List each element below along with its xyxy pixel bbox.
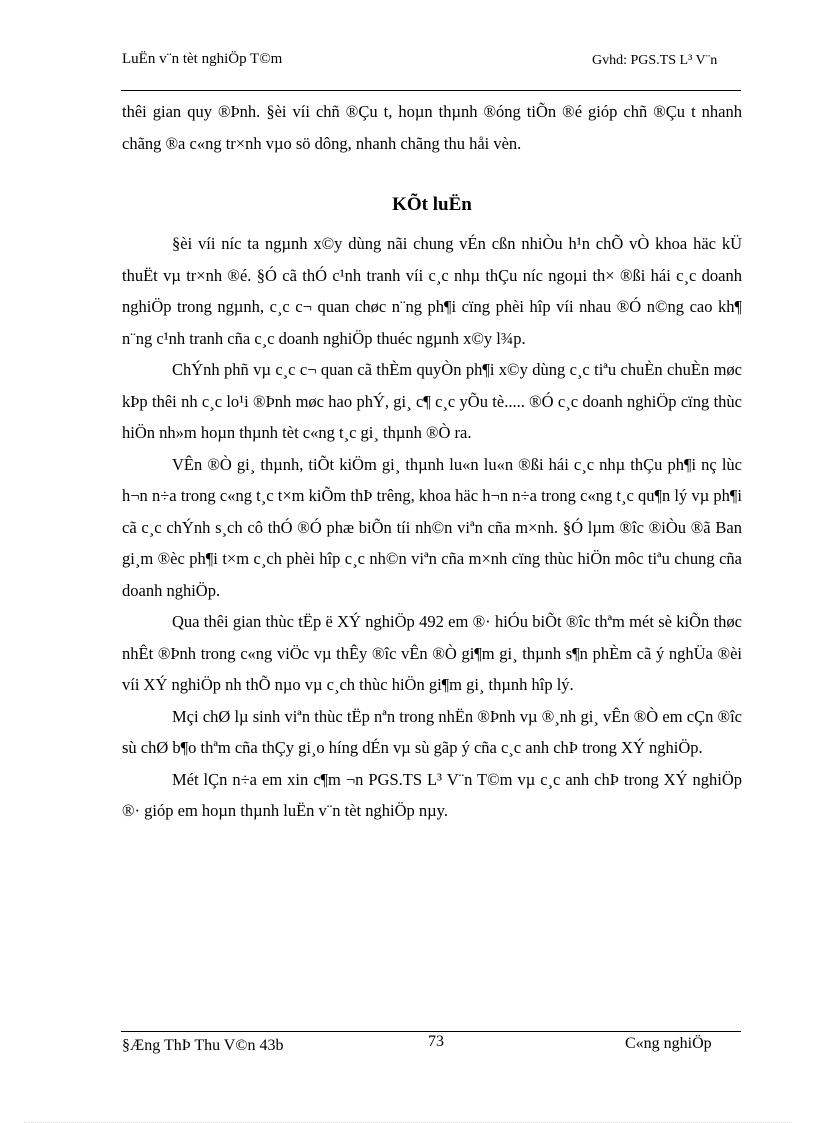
paragraph-4: Qua thêi gian thùc tËp ë XÝ nghiÖp 492 em ®· hiÓu biÕt ®îc thªm mét sè kiÕn thøc nhÊt ®Þnh trong c«ng viÖc vµ thÊy ®îc vÊn ®Ò gi¶m gi¸ thµnh s¶n phÈm cã ý nghÜa ®èi víi XÝ nghiÖp nh thÕ nµo vµ c¸ch thùc hiÖn gi¶m gi¸ thµnh hîp lý. [122, 612, 742, 694]
header-advisor: Gvhd: PGS.TS L³ V¨n [592, 53, 718, 68]
footer-author: §Æng ThÞ Thu V©n 43b [122, 1037, 284, 1054]
header-rule [121, 90, 741, 91]
paragraph-1: §èi víi níc ta ngµnh x©y dùng nãi chung vÉn cßn nhiÒu h¹n chÕ vÒ khoa häc kÜ thuËt vµ tr×nh ®é. §Ó cã thÓ c¹nh tranh víi c¸c nhµ thÇu níc ngoµi th× ®ßi hái c¸c doanh nghiÖp trong ngµnh, c¸c c¬ quan chøc n¨ng ph¶i cïng phèi hîp víi nhau ®Ó n©ng cao kh¶ n¨ng c¹nh tranh cña c¸c doanh nghiÖp thuéc ngµnh x©y l¾p. [122, 234, 742, 348]
paragraph-2: ChÝnh phñ vµ c¸c c¬ quan cã thÈm quyÒn ph¶i x©y dùng c¸c tiªu chuÈn chuÈn møc kÞp thêi nh c¸c lo¹i ®Þnh møc hao phÝ, gi¸ c¶ c¸c yÕu tè..... ®Ó c¸c doanh nghiÖp cïng thùc hiÖn nh»m hoµn thµnh tèt c«ng t¸c gi¸ thµnh ®Ò ra. [122, 360, 742, 442]
section-heading-conclusion: KÕt luËn [392, 194, 472, 215]
page-number: 73 [428, 1033, 444, 1050]
header-thesis-title: LuËn v¨n tèt nghiÖp T©m [122, 51, 283, 67]
paragraph-5: Mçi chØ lµ sinh viªn thùc tËp nªn trong nhËn ®Þnh vµ ®¸nh gi¸ vÊn ®Ò em cÇn ®îc sù chØ b¶o thªm cña thÇy gi¸o híng dÉn vµ sù gãp ý cña c¸c anh chÞ trong XÝ nghiÖp. [122, 706, 742, 757]
footer-department: C«ng nghiÖp [625, 1035, 712, 1052]
continued-text [122, 96, 742, 159]
paragraph-continued: thêi gian quy ®Þnh. §èi víi chñ ®Çu t, hoµn thµnh ®óng tiÕn ®é gióp chñ ®Çu t nhanh chãng ®a c«ng tr×nh vµo sö dông, nhanh chãng thu håi vèn. [122, 102, 742, 153]
footer-rule [121, 1031, 741, 1032]
conclusion-body [122, 228, 742, 827]
paragraph-3: VÊn ®Ò gi¸ thµnh, tiÕt kiÖm gi¸ thµnh lu«n lu«n ®ßi hái c¸c nhµ thÇu ph¶i nç lùc h¬n n÷a trong c«ng t¸c t×m kiÕm thÞ trêng, khoa häc h¬n n÷a trong c«ng t¸c qu¶n lý vµ ph¶i cã c¸c chÝnh s¸ch cô thÓ ®Ó phæ biÕn tíi nh©n viªn cña m×nh. §Ó lµm ®îc ®iÒu ®ã Ban gi¸m ®èc ph¶i t×m c¸ch phèi hîp c¸c nh©n viªn cña m×nh cïng thùc hiÖn môc tiªu chung cña doanh nghiÖp. [122, 454, 742, 600]
paragraph-6: Mét lÇn n÷a em xin c¶m ¬n PGS.TS L³ V¨n T©m vµ c¸c anh chÞ trong XÝ nghiÖp ®· gióp em hoµn thµnh luËn v¨n tèt nghiÖp nµy. [122, 769, 742, 820]
